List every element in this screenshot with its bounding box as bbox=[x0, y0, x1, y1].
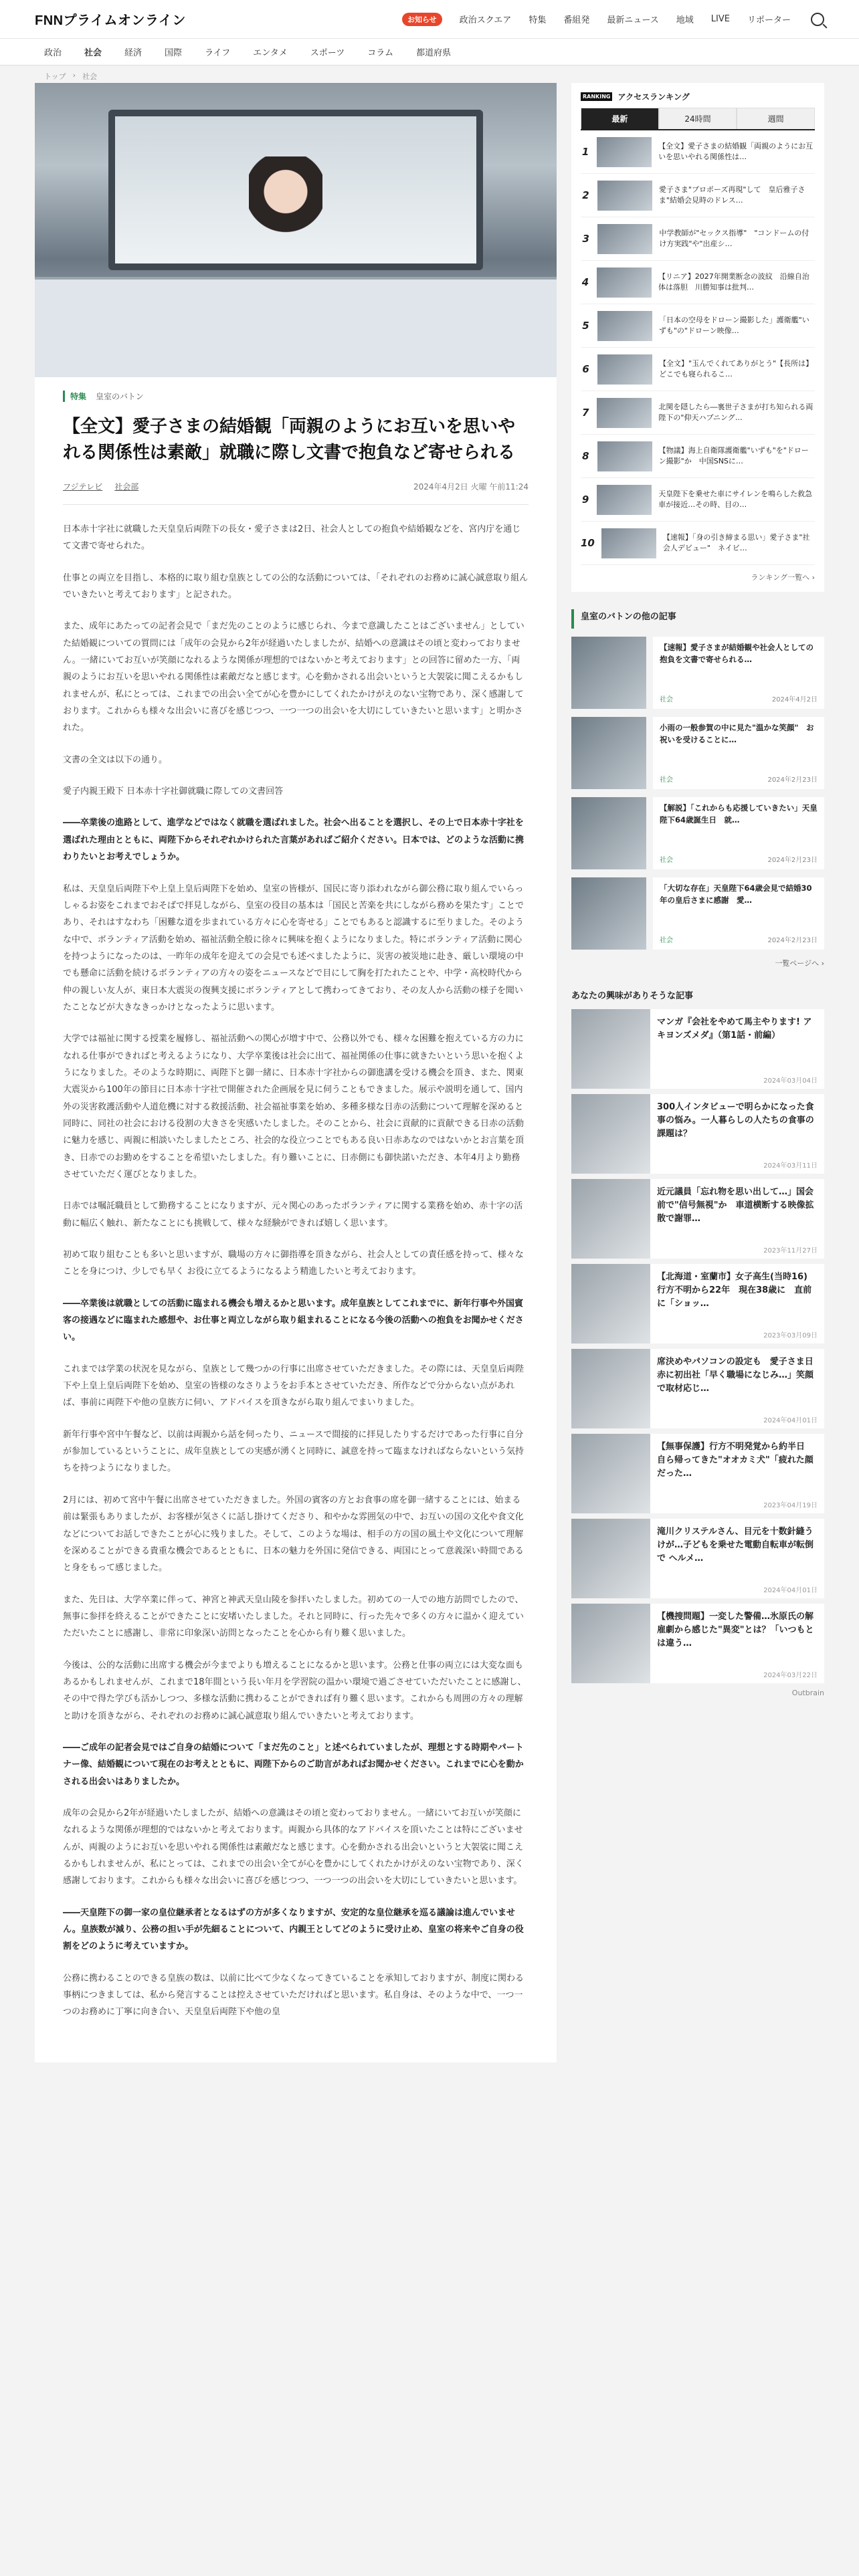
recommend-date: 2024年03月04日 bbox=[763, 1077, 818, 1085]
paragraph: また、先日は、大学卒業に伴って、神宮と神武天皇山陵を参拝いたしました。初めての一人での地方訪問でしたので、無事に参拝を終えることができたことに安堵いたしました。それと同時に、行った先々で多くの方々に温かく迎えていただいたことに感謝し、非常に印象深い訪問となったことを心から有り難く思いました。 bbox=[63, 1594, 524, 1639]
thumbnail bbox=[571, 797, 646, 869]
recommend-body bbox=[657, 1434, 824, 1513]
ranking-text: 【物議】海上自衛隊護衛艦"いずも"を"ドローン撮影"か 中国SNSに… bbox=[658, 445, 809, 465]
recommend-text: 【北海道・室蘭市】女子高生(当時16) 行方不明から22年 現在38歳に 直前に「ショッ… bbox=[657, 1272, 812, 1309]
nav-item-entertainment[interactable]: エンタメ bbox=[253, 48, 288, 58]
recommend-item[interactable] bbox=[571, 1434, 824, 1513]
article-source bbox=[63, 481, 138, 492]
related-item-title: 【解説】「これからも応援していきたい」天皇陛下64歳誕生日 就… bbox=[660, 803, 818, 825]
article-meta bbox=[63, 466, 529, 505]
ranking-item[interactable] bbox=[581, 435, 815, 478]
related-item[interactable] bbox=[571, 717, 824, 789]
article-body bbox=[35, 505, 557, 2021]
ranking-item[interactable] bbox=[581, 217, 815, 261]
related-item-title: 小雨の一般参賀の中に見た"温かな笑顔" お祝いを受けることに… bbox=[660, 723, 814, 744]
recommend-title: あなたの興味がありそうな記事 bbox=[571, 991, 694, 1001]
ranking-text: 天皇陛下を乗せた車にサイレンを鳴らした救急車が接近…その時、目の… bbox=[658, 489, 813, 509]
nav-item-society[interactable]: 社会 bbox=[84, 48, 102, 58]
related-item-title: 「大切な存在」天皇陛下64歳会見で結婚30年の皇后さまに感謝 愛… bbox=[660, 883, 812, 905]
top-link-live[interactable]: LIVE bbox=[710, 14, 730, 24]
article bbox=[35, 83, 557, 2062]
notice-badge[interactable]: お知らせ bbox=[402, 13, 442, 26]
related-category: 社会 bbox=[660, 776, 673, 784]
thumbnail bbox=[571, 1434, 650, 1513]
rank-number: 10 bbox=[581, 537, 595, 549]
recommend-text: 滝川クリステルさん、目元を十数針縫うけが…子どもを乗せた電動自転車が転倒で ヘルメ… bbox=[657, 1527, 814, 1564]
recommend-body bbox=[657, 1179, 824, 1259]
related-item[interactable] bbox=[571, 877, 824, 950]
related-footer bbox=[660, 854, 818, 864]
paragraph: 今後は、公的な活動に出席する機会が今までよりも増えることになるかと思います。公務と仕事の両立には大変な面もあるかもしれませんが、これまで18年間という長い年月を学習院の温かい環境で過ごさせていただいたことに感謝し、その中で得た学びも活かしつつ、多様な活動に携わることができれば有り難く思います。これからも周囲の方々の理解と助けを頂きながら、それぞれのお務めに誠心誠意取り組んでいきたいと考えております。 bbox=[63, 1660, 527, 1721]
paragraph: 私は、天皇皇后両陛下や上皇上皇后両陛下を始め、皇室の皆様が、国民に寄り添われながら御公務に取り組んでいらっしゃるお姿をこれまでおそばで拝見しながら、皇室の役目の基本は「国民と苦楽を共にしながら務めを果たす」ことであり、それはすなわち「困難な道を歩まれている方々に心を寄せる」ことでもあると認識するに至りました。そのような中で、ボランティア活動を始め、福祉活動全般に徐々に興味を抱くようになりました。特にボランティア活動に関心を持つようになったのは、一昨年の成年を迎えての会見でも述べましたように、災害の被災地に赴き、厳しい環境の中でも懸命に活動を続けるボランティアの方々の姿をニュースなどで目にして胸を打たれたことや、中学・高校時代から仲の親しい友人が、東日本大震災の復興支援にボランティアとして携わってきており、その友人から活動の様子を聞いたことなどが大きなきっかけとなったように思います。 bbox=[63, 883, 524, 1012]
nav-item-life[interactable]: ライフ bbox=[205, 48, 231, 58]
recommend-date: 2023年04月19日 bbox=[763, 1502, 818, 1509]
tab-weekly[interactable]: 週間 bbox=[737, 108, 815, 129]
outbrain-logo[interactable]: Outbrain bbox=[791, 1689, 824, 1697]
related-item-title: 【速報】愛子さまが結婚観や社会人としての抱負を文書で寄せられる… bbox=[660, 643, 814, 664]
related-footer bbox=[660, 934, 818, 944]
category-nav bbox=[0, 39, 859, 66]
rank-number: 3 bbox=[582, 233, 589, 245]
top-link-reporter[interactable]: リポーター bbox=[747, 15, 791, 25]
thumbnail bbox=[571, 1264, 650, 1344]
top-link-programs[interactable]: 番組発 bbox=[563, 15, 590, 25]
related-item[interactable] bbox=[571, 797, 824, 869]
nav-item-column[interactable]: コラム bbox=[367, 48, 394, 58]
related-body bbox=[653, 877, 824, 950]
recommend-date: 2024年03月11日 bbox=[763, 1162, 818, 1170]
recommend-text: 席決めやパソコンの設定も 愛子さま日赤に初出社「早く職場になじみ…」笑顔で取材応じ… bbox=[657, 1357, 814, 1394]
rank-number: 1 bbox=[581, 146, 589, 158]
recommend-item[interactable] bbox=[571, 1519, 824, 1598]
top-link-latest[interactable]: 最新ニュース bbox=[607, 15, 659, 25]
sidebar bbox=[571, 83, 824, 2062]
question: ――ご成年の記者会見ではご自身の結婚について「まだ先のこと」と述べられていましたが、理想とする時期やパートナー像、結婚観について現在のお考えとともに、両陛下からのご助言があればお聞かせください。これまでに心を動かされる出会いはありましたか。 bbox=[63, 1742, 524, 1787]
recommend-text: マンガ『会社をやめて馬主やります! アキヨンズメダ』（第1話・前編） bbox=[657, 1017, 812, 1041]
hero-vehicle bbox=[35, 277, 557, 377]
paragraph: 初めて取り組むことも多いと思いますが、職場の方々に御指導を頂きながら、社会人としての責任感を持って、様々なことを身につけ、少しでも早く お役に立てるようになるよう精進したいと考えております。 bbox=[63, 1250, 524, 1277]
thumbnail bbox=[571, 1604, 650, 1683]
paragraph: また、成年にあたっての記者会見で「まだ先のことのように感じられ、今まで意識したことはございません」としていた結婚観についての質問には「成年の会見から2年が経過いたしましたが、結婚への意識はその頃と変わっておりません。一緒にいてお互いが笑顔になれるような関係が理想的ではないかと考えております」との回答に留めた一方、「両親のようにお互いを思いやれる関係性は素敵だなと感じます。心を動かされる出会いというと大袈裟に聞こえるかもしれませんが、私にとっては、これまでの出会い全てが心を豊かにしてくれたかけがえのない宝物であり、深く感謝しております。これからも様々な出会いに喜びを感じつつ、一つ一つの出会いを大切にしていきたいと思います」と明かされた。 bbox=[63, 621, 524, 734]
site-logo[interactable]: FNNプライムオンライン bbox=[35, 13, 186, 28]
recommend-date: 2023年03月09日 bbox=[763, 1332, 818, 1339]
recommend-date: 2024年03月22日 bbox=[763, 1672, 818, 1679]
recommend-item[interactable] bbox=[571, 1179, 824, 1259]
paragraph: これまでは学業の状況を見ながら、皇族として幾つかの行事に出席させていただきました。その際には、天皇皇后両陛下や上皇上皇后両陛下を始め、皇室の皆様のなさりようをお手本とさせていただき、所作などで分からない点があれば、事前に両陛下や他の皇族方に伺い、アドバイスを頂きながら取り組んでまいりました。 bbox=[63, 1364, 524, 1408]
thumbnail bbox=[571, 1349, 650, 1428]
thumbnail bbox=[597, 354, 652, 385]
paragraph: 新年行事や宮中午餐など、以前は両親から話を伺ったり、ニュースで間接的に拝見したりするだけであった行事に自分が参加しているということに、成年皇族としての実感が湧くと同時に、誠意を持って臨まなければならないという気持ちを持つようになりました。 bbox=[63, 1429, 524, 1474]
ranking-text: 【全文】"玉んでくれてありがとう"【長所は】どこでも寝られるこ… bbox=[659, 358, 814, 379]
thumbnail bbox=[597, 311, 652, 341]
ranking-more-label: ランキング一覧へ bbox=[751, 573, 810, 582]
ranking-item[interactable] bbox=[581, 304, 815, 348]
source-link[interactable]: フジテレビ bbox=[63, 482, 103, 492]
thumbnail bbox=[597, 398, 652, 428]
thumbnail bbox=[597, 485, 652, 515]
nav-item-international[interactable]: 国際 bbox=[165, 48, 183, 58]
breadcrumb-top[interactable]: トップ bbox=[44, 72, 66, 81]
ranking-item[interactable] bbox=[581, 348, 815, 391]
question: ――卒業後の進路として、進学などではなく就職を選ばれました。社会へ出ることを選択し、その上で日本赤十字社を選ばれた理由とともに、両陛下からそれぞれかけられた言葉があればご紹介ください。日本では、どのような活動に携わりたいとお考えでしょうか。 bbox=[63, 818, 524, 863]
dept-link[interactable]: 社会部 bbox=[114, 482, 139, 492]
related-more-link[interactable] bbox=[571, 958, 824, 968]
recommend-body bbox=[657, 1519, 824, 1598]
hero-photo bbox=[35, 83, 557, 377]
thumbnail bbox=[571, 1519, 650, 1598]
recommend-date: 2024年04月01日 bbox=[763, 1417, 818, 1424]
nav-item-politics[interactable]: 政治 bbox=[44, 48, 62, 58]
ranking-header bbox=[571, 83, 824, 108]
rank-number: 4 bbox=[581, 276, 589, 288]
hero-person bbox=[249, 156, 322, 257]
ranking-text: 北関を隠したら―裏世子さまが打ち知られる両陛下の"仰天ハプニング… bbox=[658, 402, 814, 422]
ranking-item[interactable] bbox=[581, 391, 815, 435]
thumbnail bbox=[571, 877, 646, 950]
recommend-text: 【無事保護】行方不明発覚から約半日 自ら帰ってきた"オオカミ犬"「疲れた顔だった… bbox=[657, 1442, 814, 1479]
chevron-right-icon: › bbox=[812, 573, 815, 582]
ranking-text: 【リニア】2027年開業断念の波紋 沿線自治体は落胆 川勝知事は批判… bbox=[658, 272, 809, 292]
rank-number: 6 bbox=[582, 363, 589, 375]
recommend-body bbox=[657, 1264, 824, 1344]
thumbnail bbox=[597, 137, 652, 167]
question: ――天皇陛下の御一家の皇位継承者となるはずの方が多くなりますが、安定的な皇位継承を巡る議論は進んでいません。皇族数が減り、公務の担い手が先細ることについて、内親王としてどのように受け止め、皇室の将来やご自身の役割をどのように考えていますか。 bbox=[63, 1907, 524, 1952]
breadcrumb bbox=[0, 66, 859, 82]
related-category: 社会 bbox=[660, 857, 673, 864]
recommend-text: 300人インタビューで明らかになった食事の悩み。一人暮らしの人たちの食事の課題は？ bbox=[657, 1102, 814, 1140]
thumbnail bbox=[571, 1009, 650, 1089]
ranking-item[interactable] bbox=[581, 174, 815, 217]
ranking-text: 【速報】「身の引き締まる思い」愛子さま"社会人デビュー" ネイビ… bbox=[662, 532, 810, 552]
related-footer bbox=[660, 693, 818, 704]
chevron-right-icon: › bbox=[821, 959, 824, 968]
ranking-item[interactable] bbox=[581, 261, 815, 304]
recommend-text: 【機捜問題】一変した警備…氷原氏の解雇劇から感じた"異変"とは？「いつもとは違う… bbox=[657, 1612, 814, 1649]
related-date: 2024年2月23日 bbox=[767, 937, 818, 944]
thumbnail bbox=[571, 637, 646, 709]
breadcrumb-separator: › bbox=[72, 71, 76, 80]
thumbnail bbox=[601, 528, 656, 558]
paragraph: 文書の全文は以下の通り。 bbox=[63, 754, 168, 765]
top-link-feature[interactable]: 特集 bbox=[529, 15, 547, 25]
ranking-more-link[interactable] bbox=[571, 565, 824, 582]
thumbnail bbox=[597, 441, 652, 471]
thumbnail bbox=[571, 1094, 650, 1174]
ranking-box bbox=[571, 83, 824, 592]
thumbnail bbox=[597, 267, 652, 298]
question: ――卒業後は就職としての活動に臨まれる機会も増えるかと思います。成年皇族としてこれまでに、新年行事や外国賓客の接遇などに臨まれた感想や、お仕事と両立しながら取り組まれることになる今後の活動への抱負をお聞かせください。 bbox=[63, 1298, 524, 1343]
recommend-date: 2024年04月01日 bbox=[763, 1587, 818, 1594]
thumbnail bbox=[597, 224, 652, 254]
recommend-body bbox=[657, 1349, 824, 1428]
rank-number: 7 bbox=[581, 407, 589, 419]
paragraph: 仕事との両立を目指し、本格的に取り組む皇族としての公的な活動については、「それぞれのお務めに誠心誠意取り組んでいきたいと考えております」と記された。 bbox=[63, 572, 529, 601]
top-link-politics[interactable]: 政治スクエア bbox=[459, 15, 512, 25]
ranking-text: 「日本の空母をドローン撮影した」護衛艦"いずも"の"ドローン映像… bbox=[658, 315, 809, 335]
ranking-text: 愛子さま"プロポーズ再現"して 皇后雅子さま"結婚会見時のドレス… bbox=[658, 185, 805, 205]
nav-item-prefectures[interactable]: 都道府県 bbox=[416, 48, 452, 58]
thumbnail bbox=[571, 717, 646, 789]
related-more-label: 一覧ページへ bbox=[775, 959, 820, 968]
recommend-item[interactable] bbox=[571, 1264, 824, 1344]
ranking-text: 中学教師が"セックス指導" "コンドームの付け方実践"や"出産シ… bbox=[659, 228, 809, 248]
related-date: 2024年2月23日 bbox=[767, 776, 818, 784]
related-item[interactable] bbox=[571, 637, 824, 709]
paragraph: 大学では福祉に関する授業を履修し、福祉活動への関心が増す中で、公務以外でも、様々な困難を抱えている方の力になれる仕事ができればと考えるようになり、大学卒業後は社会に出て、福祉関係の仕事に就きたいという思いを抱くようになりました。そのような時期に、両陛下と御一緒に、日本赤十字社からの御進講を受ける機会を頂き、また、関東大震災から100年の節目に日本赤十字社で開催された企画展を見に伺うこともできました。展示や説明を通して、国内外の災害救護活動や人道危機に対する救援活動、社会福祉事業を始め、多種多様な日赤の活動について理解を深めると同時に、同社の社会における役割の大きさを実感いたしました。そのことから、社会に貢献的に貢献できる日赤の活動に魅力を感じ、両親に相談いたしましたところ、社会的な役立つことでもある良い日赤あなのではないかとお言葉を頂き、日赤でのお勤めをすることを希望いたしました。有り難いことに、日赤側にも御快諾いただき、本年4月より勤務させていただく運びとなりました。 bbox=[63, 1034, 524, 1180]
paragraph: 日本赤十字社に就職した天皇皇后両陛下の長女・愛子さまは2日、社会人としての抱負や結婚観などを、宮内庁を通じて文書で寄せられた。 bbox=[63, 524, 521, 552]
recommend-item[interactable] bbox=[571, 1094, 824, 1174]
related-category: 社会 bbox=[660, 937, 673, 944]
nav-item-economy[interactable]: 経済 bbox=[124, 48, 142, 58]
tab-24h[interactable]: 24時間 bbox=[659, 108, 737, 129]
thumbnail bbox=[597, 181, 652, 211]
ranking-tabs bbox=[581, 108, 815, 130]
article-tags bbox=[35, 377, 557, 402]
search-icon[interactable] bbox=[811, 13, 824, 26]
recommend-item[interactable] bbox=[571, 1009, 824, 1089]
related-body bbox=[653, 637, 824, 709]
recommend-item[interactable] bbox=[571, 1604, 824, 1683]
page-layout bbox=[0, 83, 859, 2062]
paragraph: 日赤では嘱託職員として勤務することになりますが、元々関心のあったボランティアに関する業務を始め、赤十字の活動に幅広く触れ、新たなことにも挑戦して、様々な経験ができれば嬉しく思います。 bbox=[63, 1201, 523, 1228]
article-date: 2024年4月2日 火曜 午前11:24 bbox=[413, 482, 529, 492]
tab-latest[interactable]: 最新 bbox=[581, 108, 659, 129]
thumbnail bbox=[571, 1179, 650, 1259]
recommend-date: 2023年11月27日 bbox=[763, 1247, 818, 1255]
rank-number: 8 bbox=[582, 450, 589, 462]
rank-number: 2 bbox=[582, 189, 589, 201]
related-category: 社会 bbox=[660, 696, 673, 704]
article-title: 【全文】愛子さまの結婚観「両親のようにお互いを思いやれる関係性は素敵」就職に際し文書で抱負など寄せられる bbox=[63, 417, 516, 463]
recommend-text: 近元議員「忘れ物を思い出して…」国会前で"信号無視"か 車道横断する映像拡散で謝罪… bbox=[657, 1187, 814, 1224]
rank-number: 5 bbox=[582, 320, 589, 332]
ranking-item[interactable] bbox=[581, 130, 815, 174]
breadcrumb-society[interactable]: 社会 bbox=[82, 72, 98, 81]
top-link-region[interactable]: 地域 bbox=[676, 15, 694, 25]
tag-series[interactable]: 皇室のバトン bbox=[96, 392, 144, 401]
tag-feature[interactable]: 特集 bbox=[63, 391, 86, 402]
ranking-badge: RANKING bbox=[581, 92, 612, 101]
ranking-title: アクセスランキング bbox=[617, 92, 690, 102]
related-date: 2024年2月23日 bbox=[767, 857, 818, 864]
ranking-item[interactable] bbox=[581, 522, 815, 565]
related-footer bbox=[660, 774, 818, 784]
related-title: 皇室のバトンの他の記事 bbox=[571, 609, 824, 629]
nav-item-sports[interactable]: スポーツ bbox=[310, 48, 345, 58]
related-body bbox=[653, 717, 824, 789]
paragraph: 2月には、初めて宮中午餐に出席させていただきました。外国の賓客の方とお食事の席を御一緒することには、始まる前は緊張もありましたが、お客様が気さくに話し掛けてくださり、和やかな雰囲気の中で、お互いの国の文化や食文化などについてお話しできたことが心に残りました。そして、このような場は、相手の方の国の風土や文化について理解を深めることができる貴重な機会であるとともに、日本の魅力を外国に発信できる、両国にとって意義深い時間であると身をもって感じました。 bbox=[63, 1495, 524, 1574]
paragraph: 公務に携わることのできる皇族の数は、以前に比べて少なくなってきていることを承知しておりますが、制度に関わる事柄につきましては、私から発言することは控えさせていただければと思います。私自身は、そのような中で、一つ一つのお務めに丁寧に向き合い、天皇皇后両陛下や他の皇 bbox=[63, 1973, 524, 2018]
recommend-body bbox=[657, 1094, 824, 1174]
rank-number: 9 bbox=[581, 494, 589, 506]
related-date: 2024年4月2日 bbox=[771, 696, 818, 704]
site-header bbox=[0, 0, 859, 39]
paragraph: 成年の会見から2年が経過いたしましたが、結婚への意識はその頃と変わっておりません。一緒にいてお互いが笑顔になれるような関係が理想的ではないかと考えております。両親から具体的なアドバイスを頂いたことは特にございませんが、両親のようにお互いを思いやれる関係性は素敵だなと感じます。心を動かされる出会いというと大袈裟に聞こえるかもしれませんが、私にとっては、これまでの出会い全てが心を豊かにしてくれたかけがえのない宝物であり、深く感謝しております。これからも様々な出会いに喜びを感じつつ、一つ一つの出会いを大切にしていきたいと思います。 bbox=[63, 1808, 524, 1887]
related-body bbox=[653, 797, 824, 869]
ranking-text: 【全文】愛子さまの結婚観「両親のようにお互いを思いやれる関係性は… bbox=[658, 141, 814, 161]
paragraph: 愛子内親王殿下 日本赤十字社御就職に際しての文書回答 bbox=[63, 786, 284, 797]
recommend-item[interactable] bbox=[571, 1349, 824, 1428]
recommend-body bbox=[657, 1009, 824, 1089]
top-links bbox=[402, 13, 824, 26]
recommend-body bbox=[657, 1604, 824, 1683]
ranking-item[interactable] bbox=[581, 478, 815, 522]
